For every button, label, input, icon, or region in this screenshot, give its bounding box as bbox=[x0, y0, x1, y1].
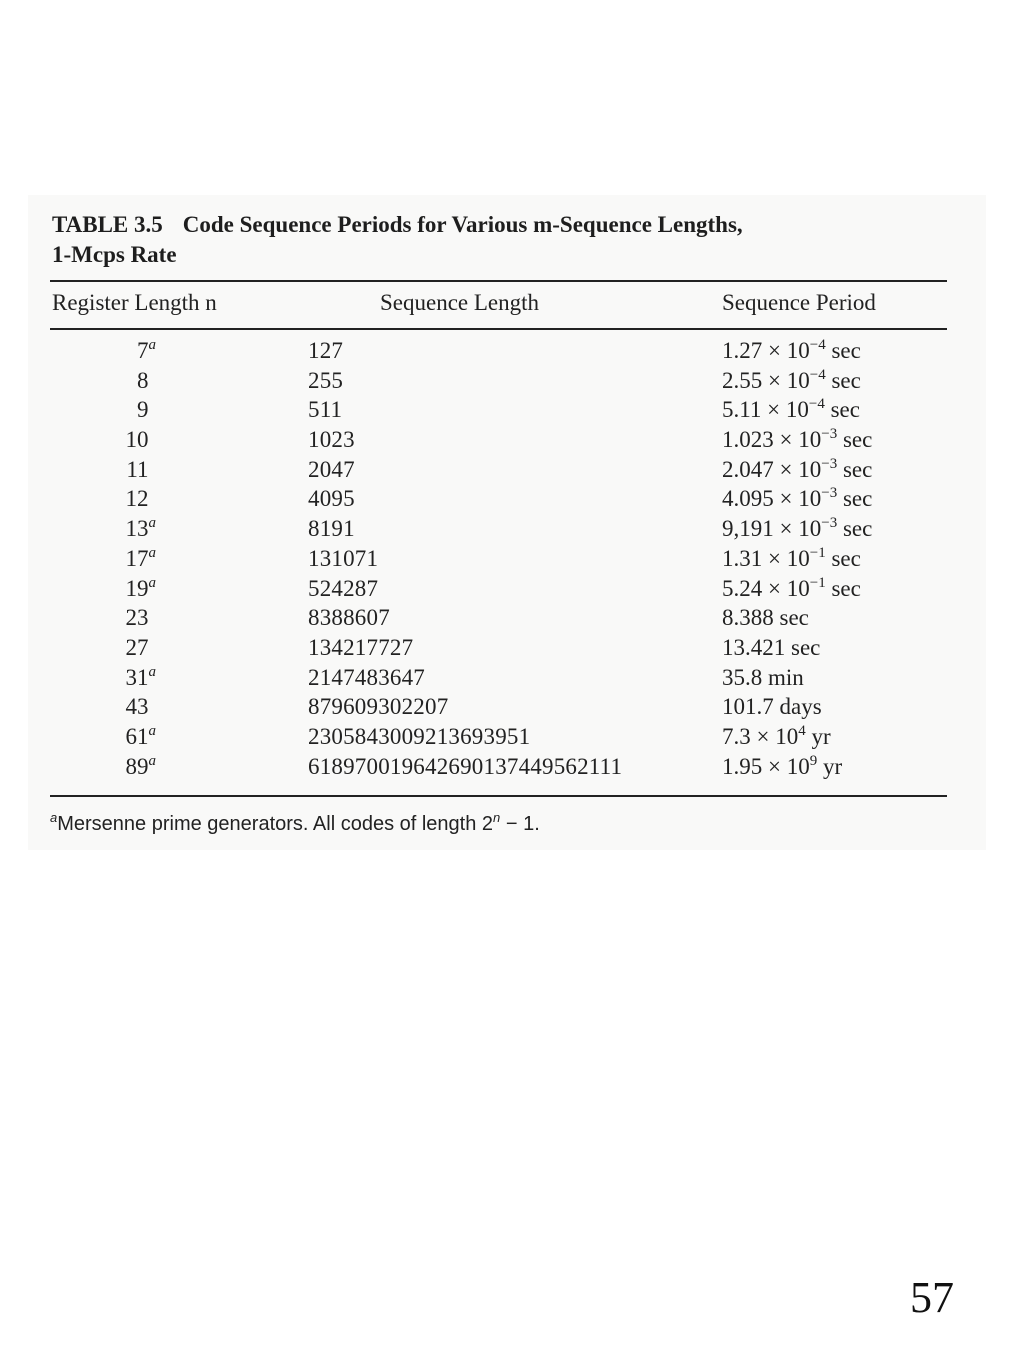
page-number: 57 bbox=[910, 1273, 954, 1322]
period-exponent: 9 bbox=[809, 752, 818, 769]
cell-register-length bbox=[137, 395, 156, 425]
register-length-value: 11 bbox=[126, 456, 149, 482]
period-mantissa: 1.95 bbox=[722, 753, 763, 779]
table-row bbox=[0, 336, 1024, 366]
register-length-value: 10 bbox=[125, 427, 149, 453]
cell-register-length bbox=[126, 692, 157, 722]
period-unit: sec bbox=[842, 456, 873, 482]
cell-sequence-length: 8388607 bbox=[308, 605, 390, 631]
mersenne-marker: a bbox=[148, 515, 156, 532]
table-row bbox=[0, 692, 1024, 722]
register-length-value: 19 bbox=[125, 575, 149, 601]
cell-register-length bbox=[126, 455, 156, 485]
period-exponent: −1 bbox=[809, 574, 826, 591]
period-unit: sec bbox=[831, 545, 861, 571]
footnote-exponent: n bbox=[493, 810, 501, 825]
cell-sequence-period: $1.27 \times 10^{-4}$ sec bbox=[722, 337, 861, 363]
period-exponent: −3 bbox=[821, 515, 838, 532]
period-exponent: −4 bbox=[809, 337, 826, 353]
mersenne-marker: a bbox=[148, 722, 156, 739]
footnote-text: Mersenne prime generators. All codes of length 2 bbox=[57, 813, 494, 835]
table-row bbox=[0, 633, 1024, 663]
table-row bbox=[0, 484, 1024, 514]
cell-register-length bbox=[126, 663, 157, 693]
cell-sequence-length: 127 bbox=[308, 338, 344, 363]
register-length-value: 61 bbox=[125, 723, 149, 749]
period-exponent: −3 bbox=[821, 485, 838, 502]
period-exponent: −3 bbox=[821, 426, 838, 443]
cell-sequence-length: 2305843009213693951 bbox=[308, 723, 531, 749]
cell-sequence-length: 4095 bbox=[308, 486, 355, 512]
period-exponent: −1 bbox=[809, 544, 826, 561]
period-unit: sec bbox=[842, 486, 873, 512]
mersenne-marker: a bbox=[148, 544, 156, 561]
period-mantissa: 5.24 bbox=[722, 575, 763, 601]
cell-register-length bbox=[137, 336, 156, 366]
register-length-value: 7 bbox=[137, 338, 149, 363]
period-unit: yr bbox=[822, 753, 843, 779]
header-sequence-length: Sequence Length bbox=[380, 290, 540, 315]
cell-sequence-length: 2047 bbox=[308, 456, 355, 482]
period-exponent: −4 bbox=[808, 396, 825, 413]
register-length-value: 43 bbox=[125, 694, 149, 720]
header-register-length: Register Length n bbox=[52, 290, 217, 315]
period-value: 101.7 days bbox=[722, 694, 822, 720]
mersenne-marker: a bbox=[148, 574, 156, 591]
period-exponent: −4 bbox=[809, 366, 826, 383]
cell-sequence-period bbox=[722, 692, 822, 722]
cell-sequence-length: 1023 bbox=[308, 427, 355, 453]
cell-register-length bbox=[126, 633, 157, 663]
table-row bbox=[0, 663, 1024, 693]
mersenne-marker: a bbox=[148, 337, 156, 353]
period-mantissa: 1.023 bbox=[722, 427, 774, 453]
cell-sequence-period: $1.31 \times 10^{-1}$ sec bbox=[722, 544, 861, 571]
period-mantissa: 1.27 bbox=[722, 338, 763, 363]
period-mantissa: 5.11 bbox=[722, 397, 762, 423]
period-exponent: −3 bbox=[821, 455, 838, 472]
period-unit: sec bbox=[831, 367, 861, 393]
cell-sequence-length: 8191 bbox=[308, 516, 355, 542]
cell-sequence-period: $5.24 \times 10^{-1}$ sec bbox=[722, 574, 861, 601]
mersenne-marker: a bbox=[148, 663, 156, 680]
register-length-value: 27 bbox=[125, 634, 149, 660]
cell-sequence-period: $4.095 \times 10^{-3}$ sec bbox=[722, 485, 873, 512]
table-row bbox=[0, 455, 1024, 485]
cell-sequence-length: 524287 bbox=[308, 575, 379, 601]
cell-sequence-period: $2.047 \times 10^{-3}$ sec bbox=[722, 455, 873, 482]
header-rule bbox=[50, 328, 947, 330]
cell-register-length bbox=[126, 752, 157, 782]
cell-sequence-length: 879609302207 bbox=[308, 694, 449, 720]
cell-sequence-period: $9,191 \times 10^{-3}$ sec bbox=[722, 515, 873, 542]
cell-sequence-period: $1.95 \times 10^9$ yr bbox=[722, 752, 843, 779]
period-exponent: 4 bbox=[798, 722, 806, 739]
table-row bbox=[0, 722, 1024, 752]
cell-register-length bbox=[126, 603, 157, 633]
cell-sequence-length: 618970019642690137449562111 bbox=[308, 753, 623, 779]
footnote-tail: − 1. bbox=[500, 813, 540, 835]
period-unit: sec bbox=[842, 516, 873, 542]
table-row bbox=[0, 514, 1024, 544]
register-length-value: 17 bbox=[125, 545, 149, 571]
register-length-value: 12 bbox=[125, 486, 149, 512]
cell-sequence-period bbox=[722, 603, 809, 633]
cell-sequence-length: 511 bbox=[308, 397, 343, 423]
register-length-value: 23 bbox=[125, 605, 149, 631]
table-row bbox=[0, 544, 1024, 574]
period-unit: sec bbox=[830, 397, 860, 423]
bottom-rule bbox=[50, 795, 947, 797]
register-length-value: 13 bbox=[125, 516, 149, 542]
footnote-marker: a bbox=[50, 810, 58, 825]
period-unit: sec bbox=[831, 338, 861, 363]
cell-sequence-length: 2147483647 bbox=[308, 664, 425, 690]
period-mantissa: 2.55 bbox=[722, 367, 763, 393]
cell-register-length bbox=[126, 514, 157, 544]
period-mantissa: 2.047 bbox=[722, 456, 774, 482]
table-row bbox=[0, 425, 1024, 455]
cell-register-length bbox=[126, 484, 157, 514]
period-mantissa: 4.095 bbox=[722, 486, 774, 512]
cell-sequence-period: $2.55 \times 10^{-4}$ sec bbox=[722, 366, 861, 393]
period-mantissa: 9,191 bbox=[722, 516, 774, 542]
cell-sequence-length: 255 bbox=[308, 367, 344, 393]
table-row bbox=[0, 366, 1024, 396]
cell-sequence-period: $5.11 \times 10^{-4}$ sec bbox=[722, 396, 860, 423]
cell-register-length bbox=[137, 366, 156, 396]
period-unit: sec bbox=[831, 575, 861, 601]
table-title-line1 bbox=[52, 210, 743, 240]
cell-sequence-length: 131071 bbox=[308, 545, 379, 571]
table-row bbox=[0, 574, 1024, 604]
table-caption: Code Sequence Periods for Various m-Sequence Lengths, bbox=[182, 212, 743, 237]
register-length-value: 89 bbox=[125, 753, 149, 779]
table-row bbox=[0, 395, 1024, 425]
cell-sequence-period: $7.3 \times 10^4$ yr bbox=[722, 722, 831, 749]
period-value: 35.8 min bbox=[722, 664, 804, 690]
period-mantissa: 1.31 bbox=[722, 545, 763, 571]
cell-sequence-period: $1.023 \times 10^{-3}$ sec bbox=[722, 426, 873, 453]
register-length-value: 9 bbox=[137, 397, 149, 423]
cell-register-length bbox=[126, 544, 157, 574]
cell-sequence-period bbox=[722, 663, 804, 693]
top-rule bbox=[50, 280, 947, 282]
period-value: 8.388 sec bbox=[722, 605, 809, 631]
header-sequence-period: Sequence Period bbox=[722, 290, 876, 315]
table-label: TABLE 3.5 bbox=[52, 212, 163, 237]
table-body bbox=[0, 336, 1024, 781]
cell-sequence-period bbox=[722, 633, 820, 663]
register-length-value: 8 bbox=[137, 367, 149, 393]
table-title-line2: 1-Mcps Rate bbox=[52, 242, 177, 267]
table-row bbox=[0, 603, 1024, 633]
table-title bbox=[52, 210, 743, 270]
mersenne-marker: a bbox=[148, 752, 156, 769]
period-unit: sec bbox=[842, 427, 873, 453]
cell-register-length bbox=[126, 722, 157, 752]
period-unit: yr bbox=[811, 723, 831, 749]
table-row bbox=[0, 752, 1024, 782]
cell-register-length bbox=[126, 425, 157, 455]
footnote bbox=[50, 810, 540, 838]
period-value: 13.421 sec bbox=[722, 634, 821, 660]
register-length-value: 31 bbox=[125, 664, 149, 690]
cell-sequence-length: 134217727 bbox=[308, 634, 414, 660]
cell-register-length bbox=[126, 574, 157, 604]
period-mantissa: 7.3 bbox=[722, 723, 751, 749]
